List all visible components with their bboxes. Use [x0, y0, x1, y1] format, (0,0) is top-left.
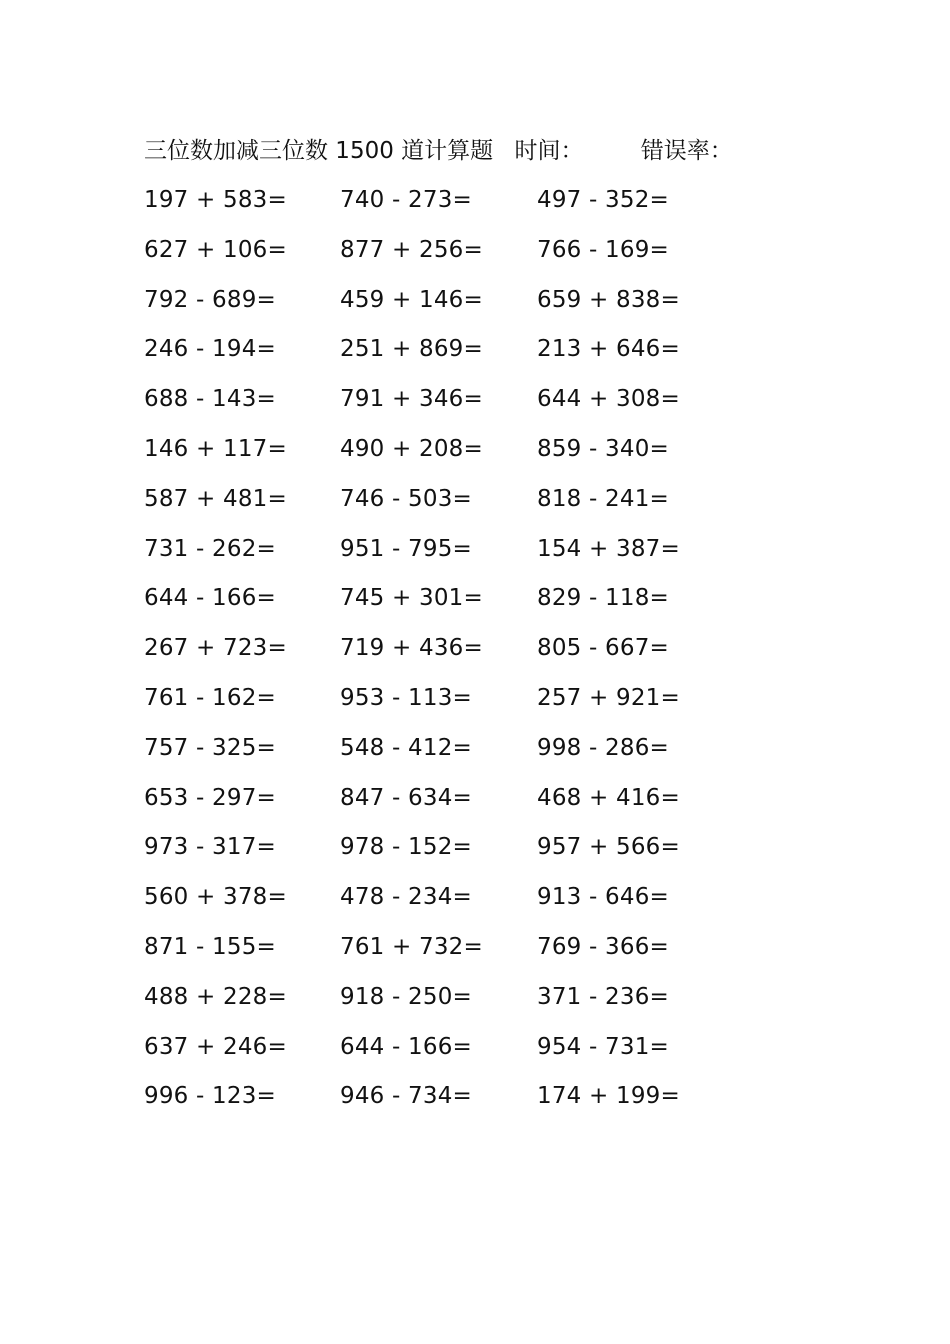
problem-item: 257 + 921=: [537, 684, 680, 711]
problem-item: 792 - 689=: [144, 286, 276, 313]
problem-item: 468 + 416=: [537, 784, 680, 811]
problem-item: 371 - 236=: [537, 983, 669, 1010]
problem-item: 877 + 256=: [340, 236, 483, 263]
problem-item: 791 + 346=: [340, 386, 483, 413]
problem-item: 847 - 634=: [340, 784, 472, 811]
problem-item: 267 + 723=: [144, 635, 287, 662]
problem-item: 805 - 667=: [537, 635, 669, 662]
problem-item: 213 + 646=: [537, 336, 680, 363]
problem-row: [144, 382, 824, 432]
problem-item: 644 - 166=: [144, 585, 276, 612]
problem-item: 957 + 566=: [537, 834, 680, 861]
problem-row: [144, 830, 824, 880]
problem-item: 818 - 241=: [537, 485, 669, 512]
problem-item: 490 + 208=: [340, 435, 483, 462]
problem-item: 497 - 352=: [537, 187, 669, 213]
problem-item: 745 + 301=: [340, 585, 483, 612]
problem-item: 587 + 481=: [144, 485, 287, 512]
problem-item: 197 + 583=: [144, 187, 287, 213]
problem-row: [144, 283, 824, 333]
problem-item: 761 + 732=: [340, 933, 483, 960]
problem-row: [144, 1079, 824, 1129]
problem-row: [144, 532, 824, 582]
problem-row: [144, 731, 824, 781]
problem-row: [144, 581, 824, 631]
problem-item: 627 + 106=: [144, 236, 287, 263]
problem-row: [144, 781, 824, 831]
problem-item: 644 - 166=: [340, 1033, 472, 1060]
problem-item: 953 - 113=: [340, 684, 472, 711]
problem-item: 560 + 378=: [144, 884, 287, 911]
problem-row: [144, 233, 824, 283]
problem-row: [144, 432, 824, 482]
problem-item: 478 - 234=: [340, 884, 472, 911]
problem-item: 251 + 869=: [340, 336, 483, 363]
problem-item: 459 + 146=: [340, 286, 483, 313]
problem-grid: [144, 183, 824, 1129]
problem-item: 769 - 366=: [537, 933, 669, 960]
problem-item: 659 + 838=: [537, 286, 680, 313]
problem-item: 996 - 123=: [144, 1083, 276, 1110]
problem-row: [144, 482, 824, 532]
problem-item: 946 - 734=: [340, 1083, 472, 1110]
problem-item: 918 - 250=: [340, 983, 472, 1010]
problem-item: 757 - 325=: [144, 734, 276, 761]
problem-item: 154 + 387=: [537, 535, 680, 562]
problem-item: 719 + 436=: [340, 635, 483, 662]
problem-item: 731 - 262=: [144, 535, 276, 562]
time-label: 时间：: [514, 138, 584, 164]
error-rate-label: 错误率：: [640, 138, 733, 164]
worksheet-header: [144, 134, 733, 168]
problem-item: 688 - 143=: [144, 386, 276, 413]
problem-item: 488 + 228=: [144, 983, 287, 1010]
problem-item: 829 - 118=: [537, 585, 669, 612]
problem-row: [144, 980, 824, 1030]
problem-item: 740 - 273=: [340, 187, 472, 213]
problem-item: 973 - 317=: [144, 834, 276, 861]
problem-item: 246 - 194=: [144, 336, 276, 363]
problem-row: [144, 183, 824, 233]
problem-item: 761 - 162=: [144, 684, 276, 711]
problem-row: [144, 930, 824, 980]
problem-item: 978 - 152=: [340, 834, 472, 861]
problem-item: 644 + 308=: [537, 386, 680, 413]
problem-item: 548 - 412=: [340, 734, 472, 761]
problem-row: [144, 681, 824, 731]
problem-row: [144, 631, 824, 681]
problem-item: 954 - 731=: [537, 1033, 669, 1060]
problem-item: 174 + 199=: [537, 1083, 680, 1110]
problem-item: 146 + 117=: [144, 435, 287, 462]
problem-item: 913 - 646=: [537, 884, 669, 911]
problem-item: 951 - 795=: [340, 535, 472, 562]
problem-item: 998 - 286=: [537, 734, 669, 761]
problem-row: [144, 880, 824, 930]
problem-item: 653 - 297=: [144, 784, 276, 811]
problem-item: 871 - 155=: [144, 933, 276, 960]
problem-item: 746 - 503=: [340, 485, 472, 512]
problem-item: 637 + 246=: [144, 1033, 287, 1060]
problem-item: 766 - 169=: [537, 236, 669, 263]
problem-row: [144, 332, 824, 382]
problem-row: [144, 1030, 824, 1080]
worksheet-title: 三位数加减三位数 1500 道计算题: [144, 138, 494, 164]
problem-item: 859 - 340=: [537, 435, 669, 462]
